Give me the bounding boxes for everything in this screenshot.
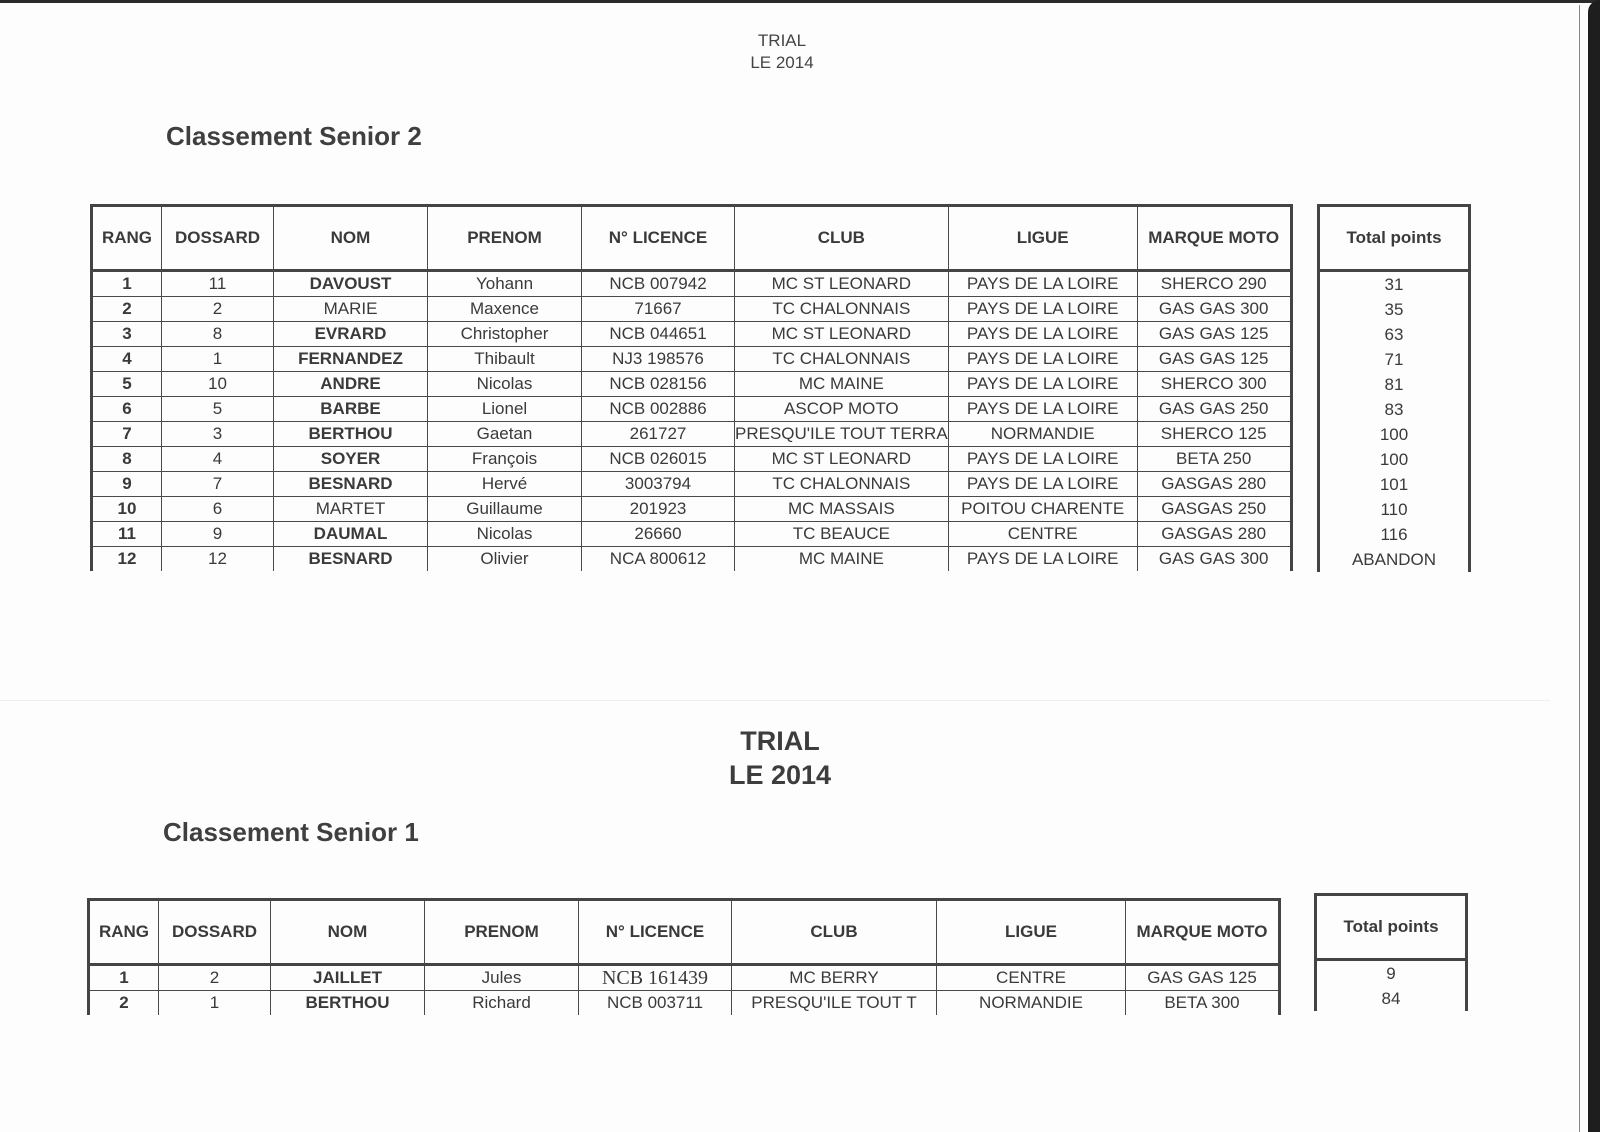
dossard-cell: 11 [162, 271, 274, 297]
nom-cell: DAVOUST [274, 271, 428, 297]
table-header-row [92, 206, 1292, 271]
total-points-cell: 100 [1319, 422, 1470, 447]
ligue-cell: PAYS DE LA LOIRE [948, 322, 1137, 347]
licence-cell: NCA 800612 [582, 547, 735, 572]
dossard-cell: 9 [162, 522, 274, 547]
dossard-cell: 10 [162, 372, 274, 397]
table-row [89, 965, 1280, 991]
total-row [1316, 960, 1467, 987]
ligue-cell: CENTRE [948, 522, 1137, 547]
total-row [1319, 422, 1470, 447]
prenom-cell: Nicolas [428, 522, 582, 547]
prenom-cell: Hervé [428, 472, 582, 497]
col-header-rang: RANG [89, 900, 159, 965]
ligue-cell: PAYS DE LA LOIRE [948, 547, 1137, 572]
event-header-bottom [690, 724, 870, 792]
nom-cell: BERTHOU [271, 991, 425, 1016]
total-row [1319, 522, 1470, 547]
table-row [92, 422, 1292, 447]
table-row [92, 547, 1292, 572]
col-header-total-points: Total points [1319, 206, 1470, 271]
rang-cell: 11 [92, 522, 162, 547]
rang-cell: 1 [89, 965, 159, 991]
total-row [1319, 472, 1470, 497]
rang-cell: 7 [92, 422, 162, 447]
col-header-dossard: DOSSARD [162, 206, 274, 271]
col-header-licence: N° LICENCE [582, 206, 735, 271]
total-row [1319, 497, 1470, 522]
nom-cell: BESNARD [274, 472, 428, 497]
total-points-cell: 71 [1319, 347, 1470, 372]
rang-cell: 9 [92, 472, 162, 497]
ligue-cell: PAYS DE LA LOIRE [948, 397, 1137, 422]
marque-moto-cell: BETA 250 [1137, 447, 1291, 472]
total-row [1319, 447, 1470, 472]
total-row [1316, 986, 1467, 1011]
marque-moto-cell: GAS GAS 300 [1137, 297, 1291, 322]
rang-cell: 2 [92, 297, 162, 322]
nom-cell: DAUMAL [274, 522, 428, 547]
dossard-cell: 1 [159, 991, 271, 1016]
section-title-senior1: Classement Senior 1 [163, 817, 419, 847]
page-border-line [1579, 5, 1580, 1132]
nom-cell: EVRARD [274, 322, 428, 347]
licence-cell: 26660 [582, 522, 735, 547]
club-cell: MC MASSAIS [735, 497, 949, 522]
col-header-ligue: LIGUE [948, 206, 1137, 271]
col-header-ligue: LIGUE [937, 900, 1126, 965]
marque-moto-cell: SHERCO 125 [1137, 422, 1291, 447]
marque-moto-cell: GAS GAS 125 [1137, 347, 1291, 372]
ligue-cell: NORMANDIE [937, 991, 1126, 1016]
paste-seam [0, 700, 1550, 701]
club-cell: MC BERRY [732, 965, 937, 991]
section-title-senior2: Classement Senior 2 [166, 121, 422, 151]
event-date: LE 2014 [750, 53, 814, 72]
ligue-cell: POITOU CHARENTE [948, 497, 1137, 522]
dossard-cell: 2 [162, 297, 274, 322]
rang-cell: 2 [89, 991, 159, 1016]
marque-moto-cell: GASGAS 280 [1137, 472, 1291, 497]
event-name: TRIAL [740, 726, 820, 756]
prenom-cell: Guillaume [428, 497, 582, 522]
marque-moto-cell: GAS GAS 125 [1137, 322, 1291, 347]
total-points-cell: 116 [1319, 522, 1470, 547]
marque-moto-cell: BETA 300 [1126, 991, 1280, 1016]
dossard-cell: 4 [162, 447, 274, 472]
rang-cell: 5 [92, 372, 162, 397]
prenom-cell: Maxence [428, 297, 582, 322]
club-cell: ASCOP MOTO [735, 397, 949, 422]
licence-cell: NCB 161439 [579, 965, 732, 991]
col-header-marque-moto: MARQUE MOTO [1137, 206, 1291, 271]
nom-cell: ANDRE [274, 372, 428, 397]
club-cell: TC CHALONNAIS [735, 297, 949, 322]
licence-cell: 71667 [582, 297, 735, 322]
ligue-cell: PAYS DE LA LOIRE [948, 297, 1137, 322]
rang-cell: 4 [92, 347, 162, 372]
table-row [92, 397, 1292, 422]
rang-cell: 8 [92, 447, 162, 472]
total-points-cell: 81 [1319, 372, 1470, 397]
total-points-cell: 101 [1319, 472, 1470, 497]
nom-cell: BERTHOU [274, 422, 428, 447]
total-points-cell: 63 [1319, 322, 1470, 347]
marque-moto-cell: SHERCO 300 [1137, 372, 1291, 397]
total-points-table-senior1 [1314, 893, 1468, 1011]
ligue-cell: NORMANDIE [948, 422, 1137, 447]
prenom-cell: Nicolas [428, 372, 582, 397]
rang-cell: 10 [92, 497, 162, 522]
prenom-cell: Yohann [428, 271, 582, 297]
results-table-senior2 [90, 204, 1293, 571]
table-row [92, 497, 1292, 522]
ligue-cell: CENTRE [937, 965, 1126, 991]
dossard-cell: 6 [162, 497, 274, 522]
ligue-cell: PAYS DE LA LOIRE [948, 472, 1137, 497]
nom-cell: SOYER [274, 447, 428, 472]
marque-moto-cell: GASGAS 280 [1137, 522, 1291, 547]
nom-cell: BARBE [274, 397, 428, 422]
marque-moto-cell: GAS GAS 300 [1137, 547, 1291, 572]
col-header-licence: N° LICENCE [579, 900, 732, 965]
rang-cell: 12 [92, 547, 162, 572]
total-points-cell: 35 [1319, 297, 1470, 322]
col-header-marque-moto: MARQUE MOTO [1126, 900, 1280, 965]
total-points-cell: 100 [1319, 447, 1470, 472]
scan-top-edge [0, 0, 1600, 3]
col-header-dossard: DOSSARD [159, 900, 271, 965]
licence-cell: NCB 044651 [582, 322, 735, 347]
total-points-cell: ABANDON [1319, 547, 1470, 572]
club-cell: MC MAINE [735, 372, 949, 397]
nom-cell: MARTET [274, 497, 428, 522]
prenom-cell: Jules [425, 965, 579, 991]
table-row [89, 991, 1280, 1016]
total-points-cell: 83 [1319, 397, 1470, 422]
nom-cell: MARIE [274, 297, 428, 322]
dossard-cell: 2 [159, 965, 271, 991]
col-header-rang: RANG [92, 206, 162, 271]
total-row [1319, 271, 1470, 298]
dossard-cell: 7 [162, 472, 274, 497]
event-date: LE 2014 [728, 760, 832, 790]
ligue-cell: PAYS DE LA LOIRE [948, 372, 1137, 397]
marque-moto-cell: GAS GAS 250 [1137, 397, 1291, 422]
table-row [92, 522, 1292, 547]
event-name: TRIAL [757, 31, 807, 50]
table-row [92, 447, 1292, 472]
rang-cell: 1 [92, 271, 162, 297]
prenom-cell: Olivier [428, 547, 582, 572]
licence-cell: NCB 007942 [582, 271, 735, 297]
event-header-top [700, 30, 864, 74]
ligue-cell: PAYS DE LA LOIRE [948, 347, 1137, 372]
total-points-cell: 110 [1319, 497, 1470, 522]
club-cell: MC ST LEONARD [735, 447, 949, 472]
club-cell: TC CHALONNAIS [735, 472, 949, 497]
table-row [92, 347, 1292, 372]
dossard-cell: 8 [162, 322, 274, 347]
club-cell: PRESQU'ILE TOUT T [732, 991, 937, 1016]
col-header-club: CLUB [732, 900, 937, 965]
prenom-cell: Christopher [428, 322, 582, 347]
table-row [92, 372, 1292, 397]
scan-right-edge [1588, 0, 1600, 1132]
dossard-cell: 5 [162, 397, 274, 422]
total-points-cell: 9 [1316, 960, 1467, 987]
licence-cell: NCB 003711 [579, 991, 732, 1016]
nom-cell: FERNANDEZ [274, 347, 428, 372]
licence-cell: NCB 026015 [582, 447, 735, 472]
col-header-prenom: PRENOM [425, 900, 579, 965]
prenom-cell: Gaetan [428, 422, 582, 447]
table-row [92, 322, 1292, 347]
dossard-cell: 3 [162, 422, 274, 447]
rang-cell: 3 [92, 322, 162, 347]
marque-moto-cell: GAS GAS 125 [1126, 965, 1280, 991]
nom-cell: JAILLET [271, 965, 425, 991]
total-points-cell: 31 [1319, 271, 1470, 298]
club-cell: TC CHALONNAIS [735, 347, 949, 372]
total-points-table-senior2 [1317, 204, 1471, 572]
total-points-cell: 84 [1316, 986, 1467, 1011]
table-row [92, 297, 1292, 322]
results-table-senior1 [87, 898, 1281, 1015]
total-row [1319, 322, 1470, 347]
marque-moto-cell: GASGAS 250 [1137, 497, 1291, 522]
table-row [92, 472, 1292, 497]
club-cell: MC ST LEONARD [735, 271, 949, 297]
club-cell: MC MAINE [735, 547, 949, 572]
total-row [1319, 297, 1470, 322]
licence-cell: NJ3 198576 [582, 347, 735, 372]
ligue-cell: PAYS DE LA LOIRE [948, 271, 1137, 297]
nom-cell: BESNARD [274, 547, 428, 572]
rang-cell: 6 [92, 397, 162, 422]
licence-cell: NCB 028156 [582, 372, 735, 397]
club-cell: TC BEAUCE [735, 522, 949, 547]
table-row [92, 271, 1292, 297]
table-header-row [89, 900, 1280, 965]
ligue-cell: PAYS DE LA LOIRE [948, 447, 1137, 472]
col-header-total-points: Total points [1316, 895, 1467, 960]
col-header-club: CLUB [735, 206, 949, 271]
licence-cell: 201923 [582, 497, 735, 522]
club-cell: PRESQU'ILE TOUT TERRA [735, 422, 949, 447]
licence-cell: 3003794 [582, 472, 735, 497]
licence-cell: 261727 [582, 422, 735, 447]
total-row [1319, 372, 1470, 397]
licence-cell: NCB 002886 [582, 397, 735, 422]
col-header-prenom: PRENOM [428, 206, 582, 271]
club-cell: MC ST LEONARD [735, 322, 949, 347]
dossard-cell: 12 [162, 547, 274, 572]
total-row [1319, 397, 1470, 422]
marque-moto-cell: SHERCO 290 [1137, 271, 1291, 297]
prenom-cell: Thibault [428, 347, 582, 372]
col-header-nom: NOM [274, 206, 428, 271]
col-header-nom: NOM [271, 900, 425, 965]
dossard-cell: 1 [162, 347, 274, 372]
prenom-cell: François [428, 447, 582, 472]
prenom-cell: Richard [425, 991, 579, 1016]
total-row [1319, 347, 1470, 372]
total-row [1319, 547, 1470, 572]
prenom-cell: Lionel [428, 397, 582, 422]
